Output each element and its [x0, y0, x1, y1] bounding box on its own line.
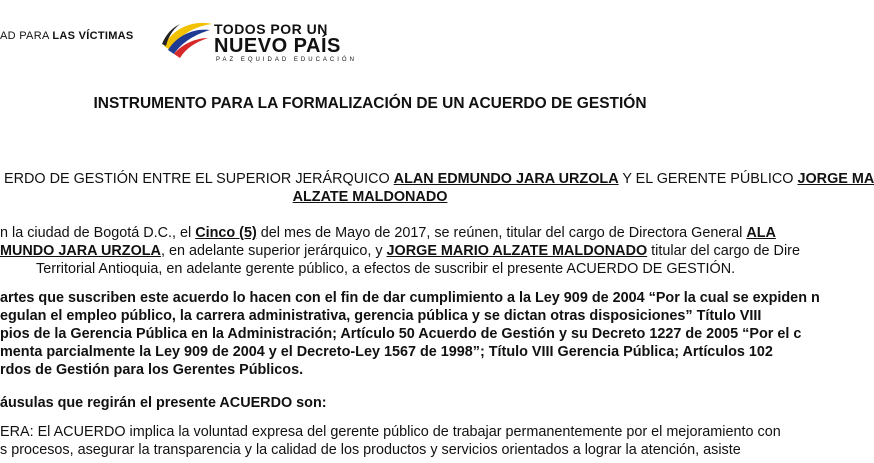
clause1-line-2: s procesos, asegurar la transparencia y la calidad de los productos y servicios orientados a lograr la atención, asiste	[0, 442, 741, 458]
victims-unit-header	[0, 30, 134, 42]
para2-line-1: artes que suscriben este acuerdo lo hacen con el fin de dar cumplimiento a la Ley 909 de 2004 “Por la cual se expiden n	[0, 290, 820, 306]
intro-text: Y EL GERENTE PÚBLICO	[618, 171, 798, 187]
clauses-intro: áusulas que regirán el presente ACUERDO son:	[0, 395, 327, 411]
logo-wordmark	[214, 22, 357, 64]
government-logo-icon	[160, 16, 214, 60]
header-left-text-a: AD PARA	[0, 30, 53, 42]
manager-name: JORGE MARIO ALZATE MALDONADO	[386, 243, 648, 259]
para1-line-3: Territorial Antioquia, en adelante gerente público, a efectos de suscribir el presente ACUERDO DE GESTIÓN.	[36, 261, 736, 277]
header-left-text-b: LAS VÍCTIMAS	[52, 30, 134, 42]
para1-line-1	[0, 224, 776, 242]
para2-line-5: rdos de Gestión para los Gerentes Públicos.	[0, 362, 304, 378]
superior-name: ALA	[746, 225, 776, 241]
day-text: Cinco (5)	[195, 225, 257, 241]
para1-line-2	[0, 242, 800, 260]
superior-name: MUNDO JARA URZOLA	[0, 243, 161, 259]
logo-line-3: PAZ EQUIDAD EDUCACIÓN	[216, 57, 357, 63]
intro-text: ERDO DE GESTIÓN ENTRE EL SUPERIOR JERÁRQUICO	[4, 171, 394, 187]
clause1-line-1: ERA: El ACUERDO implica la voluntad expresa del gerente público de trabajar permanentemente por el mejoramiento con	[0, 424, 781, 440]
document-title: INSTRUMENTO PARA LA FORMALIZACIÓN DE UN ACUERDO DE GESTIÓN	[93, 95, 647, 112]
para2-line-3: pios de la Gerencia Pública en la Administración; Artículo 50 Acuerdo de Gestión y su Decreto 1227 de 2005 “Por el c	[0, 326, 802, 342]
superior-name: ALAN EDMUNDO JARA URZOLA	[393, 171, 619, 187]
logo-line-1: TODOS POR UN	[214, 21, 328, 37]
para-text: titular del cargo de Dire	[647, 243, 800, 259]
manager-name: JORGE MA	[797, 171, 874, 187]
logo-line-2: NUEVO PAÍS	[214, 35, 341, 57]
para-text: , en adelante superior jerárquico, y	[160, 243, 387, 259]
intro-line-2: ALZATE MALDONADO	[292, 189, 448, 205]
para-text: n la ciudad de Bogotá D.C., el	[0, 225, 196, 241]
para2-line-4: menta parcialmente la Ley 909 de 2004 y el Decreto-Ley 1567 de 1998”; Título VIII Gerencia Pública; Artículos 102	[0, 344, 773, 360]
para2-line-2: egulan el empleo público, la carrera administrativa, gerencia pública y se dictan otras disposiciones” Título VIII	[0, 308, 762, 324]
intro-line-1	[4, 170, 874, 188]
para-text: del mes de Mayo de 2017, se reúnen, titular del cargo de Directora General	[256, 225, 747, 241]
